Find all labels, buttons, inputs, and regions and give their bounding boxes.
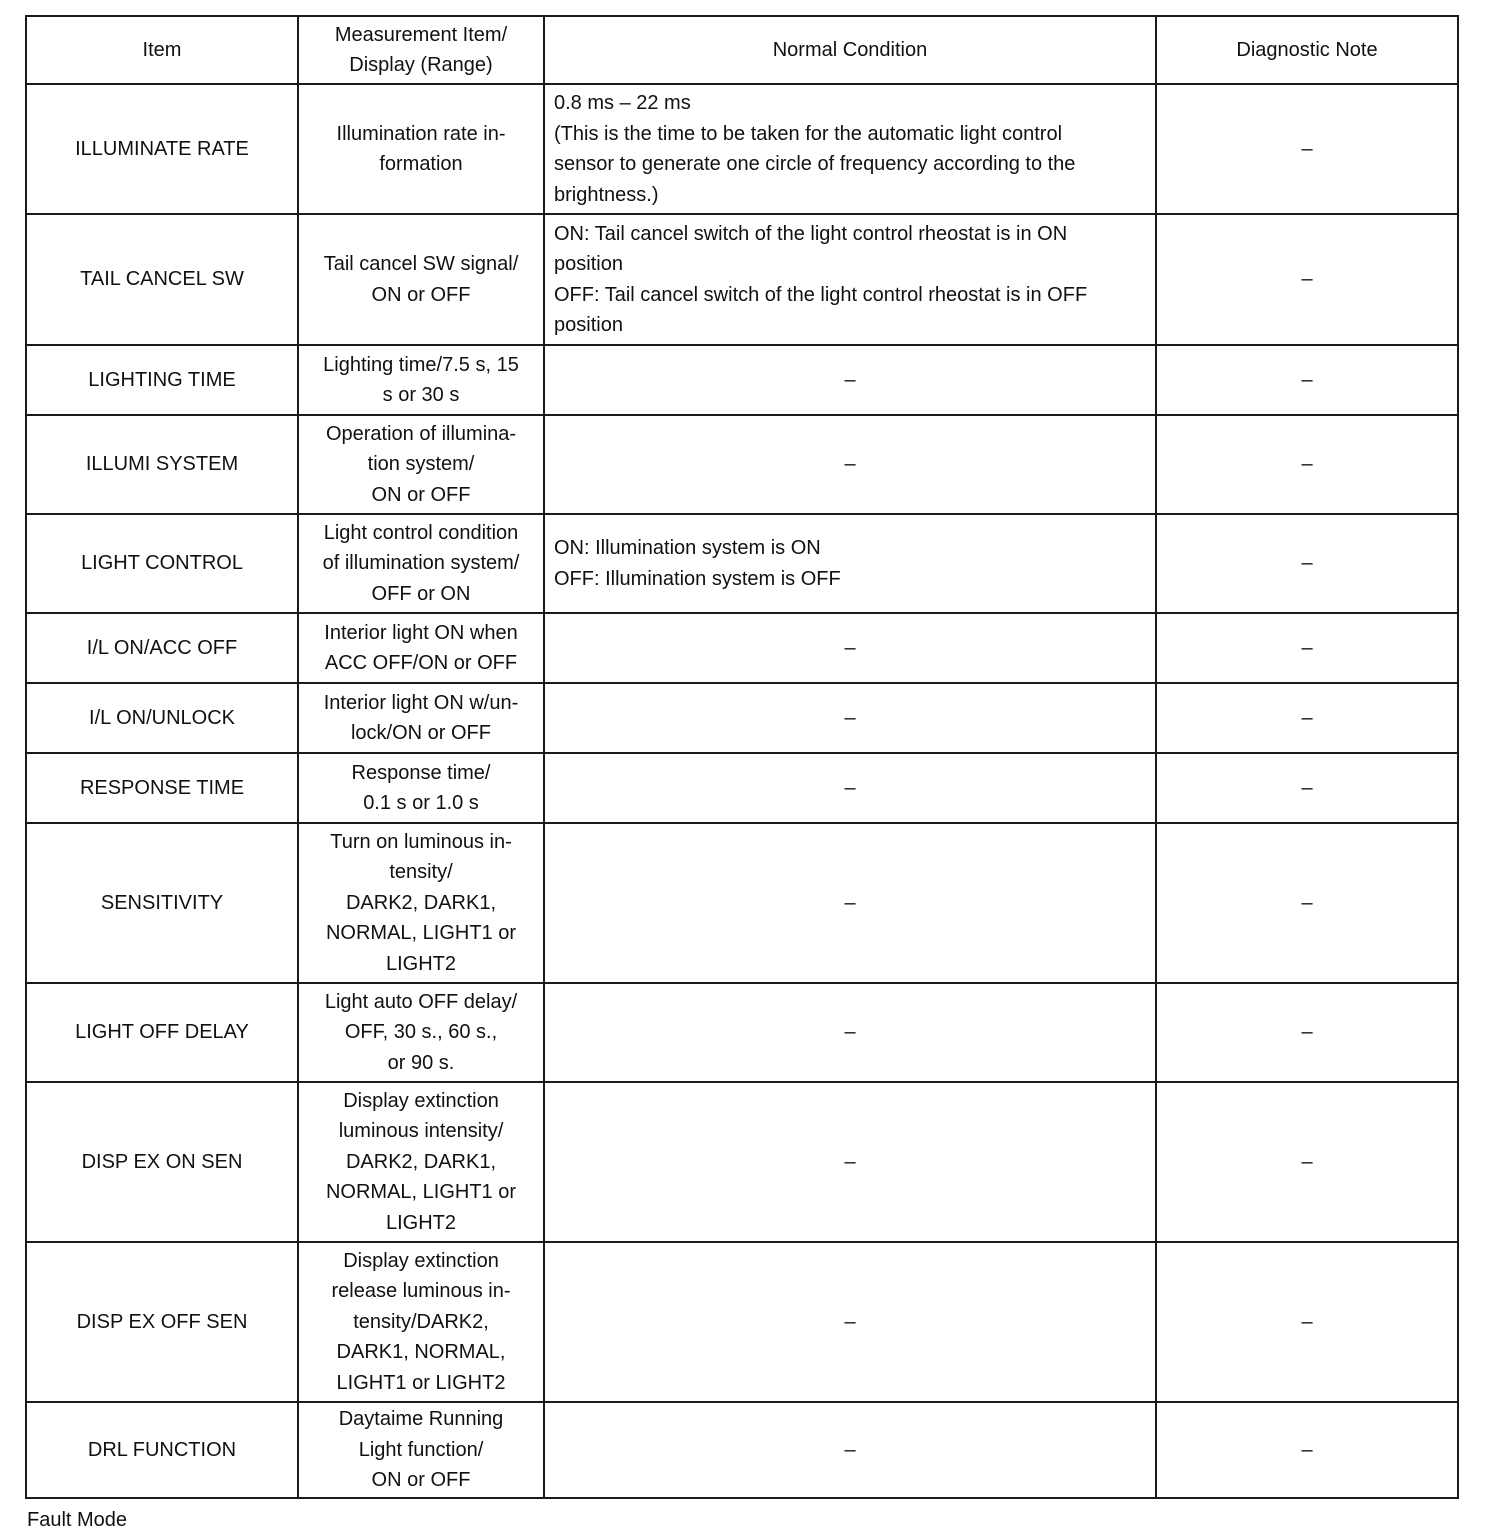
diagnostic-note-cell <box>1156 753 1458 823</box>
item-cell <box>26 84 298 214</box>
cell-line: ON: Illumination system is ON <box>554 537 821 559</box>
measurement-cell <box>298 1242 544 1402</box>
cell-line: – <box>1301 891 1313 914</box>
item-cell <box>26 214 298 345</box>
cell-line: OFF, 30 s., 60 s., <box>344 1021 498 1044</box>
cell-line: Light function/ <box>358 1438 484 1461</box>
diagnostic-note-cell <box>1156 214 1458 345</box>
cell-line: – <box>1301 636 1313 659</box>
measurement-cell <box>298 753 544 823</box>
normal-condition-cell <box>544 983 1156 1082</box>
header-normal-condition <box>544 16 1156 84</box>
diagnostic-note-cell <box>1156 345 1458 415</box>
cell-line: – <box>1301 706 1313 729</box>
cell-line: OFF: Illumination system is OFF <box>554 567 841 590</box>
cell-line: – <box>1301 453 1313 476</box>
cell-line: – <box>1301 1021 1313 1044</box>
measurement-cell <box>298 514 544 613</box>
cell-line: LIGHT OFF DELAY <box>75 1021 249 1044</box>
cell-line: ACC OFF/ON or OFF <box>324 652 518 674</box>
normal-condition-cell <box>544 1242 1156 1402</box>
table-row <box>26 983 1458 1082</box>
cell-line: or 90 s. <box>387 1051 455 1074</box>
item-cell <box>26 1082 298 1242</box>
measurement-cell <box>298 613 544 683</box>
cell-line: Display extinction <box>343 1249 499 1272</box>
normal-condition-cell <box>544 823 1156 983</box>
cell-line: 0.8 ms – 22 ms <box>554 92 691 114</box>
diagnostic-note-cell <box>1156 84 1458 214</box>
cell-line: lock/ON or OFF <box>350 722 491 744</box>
cell-line: NORMAL, LIGHT1 or <box>325 1181 517 1204</box>
cell-line: – <box>844 453 856 476</box>
cell-line: TAIL CANCEL SW <box>80 268 244 291</box>
cell-line: – <box>1301 776 1313 799</box>
cell-line: – <box>1301 1150 1313 1173</box>
cell-line: ILLUMINATE RATE <box>75 137 249 160</box>
cell-line: – <box>844 636 856 659</box>
cell-line: LIGHT2 <box>385 952 457 975</box>
cell-line: ON or OFF <box>371 283 471 306</box>
header-item <box>26 16 298 84</box>
footer-text: Fault Mode <box>27 1509 128 1531</box>
cell-line: s or 30 s <box>382 384 460 406</box>
table-row <box>26 613 1458 683</box>
item-cell <box>26 1242 298 1402</box>
item-cell <box>26 683 298 753</box>
cell-line: NORMAL, LIGHT1 or <box>325 922 517 945</box>
diagnostic-note-cell <box>1156 613 1458 683</box>
table-body <box>26 84 1458 1498</box>
cell-line: Measurement Item/ <box>334 23 508 46</box>
normal-condition-cell <box>544 514 1156 613</box>
cell-line: (This is the time to be taken for the automatic light control <box>554 122 1063 145</box>
cell-line: Lighting time/7.5 s, 15 <box>323 353 519 376</box>
diagnostic-data-table <box>25 15 1459 1499</box>
table-row <box>26 823 1458 983</box>
normal-condition-cell <box>544 1082 1156 1242</box>
cell-line: LIGHTING TIME <box>88 368 236 391</box>
cell-line: RESPONSE TIME <box>79 776 245 799</box>
cell-line: Display extinction <box>343 1089 499 1112</box>
diagnostic-note-cell <box>1156 1402 1458 1498</box>
cell-line: Daytaime Running <box>338 1408 504 1431</box>
cell-line: – <box>844 1438 856 1461</box>
cell-line: DARK2, DARK1, <box>345 891 497 914</box>
header-measurement <box>298 16 544 84</box>
diagnostic-note-cell <box>1156 683 1458 753</box>
cell-line: Tail cancel SW signal/ <box>323 253 519 275</box>
cell-line: DARK1, NORMAL, <box>336 1341 506 1364</box>
cell-line: I/L ON/ACC OFF <box>86 636 238 659</box>
cell-line: of illumination system/ <box>322 552 520 575</box>
cell-line: tensity/ <box>389 861 453 884</box>
cell-line: Normal Condition <box>772 38 928 61</box>
cell-line: ON: Tail cancel switch of the light control rheostat is in ON <box>554 222 1068 245</box>
measurement-cell <box>298 683 544 753</box>
item-cell <box>26 823 298 983</box>
cell-line: SENSITIVITY <box>100 891 224 914</box>
cell-line: – <box>1301 368 1313 391</box>
cell-line: luminous intensity/ <box>338 1120 504 1143</box>
cell-line: release luminous in- <box>331 1280 511 1303</box>
normal-condition-cell <box>544 1402 1156 1498</box>
item-cell <box>26 514 298 613</box>
cell-line: Operation of illumina- <box>325 422 517 445</box>
cell-line: – <box>844 1021 856 1044</box>
measurement-cell <box>298 345 544 415</box>
cell-line: LIGHT2 <box>385 1211 457 1234</box>
cell-line: OFF or ON <box>371 582 471 605</box>
cell-line: Display (Range) <box>349 54 493 76</box>
normal-condition-cell <box>544 84 1156 214</box>
cell-line: sensor to generate one circle of frequency according to the <box>554 153 1076 175</box>
cell-line: – <box>844 706 856 729</box>
item-cell <box>26 415 298 514</box>
cell-line: OFF: Tail cancel switch of the light control rheostat is in OFF <box>554 283 1088 306</box>
table-row <box>26 1402 1458 1498</box>
item-cell <box>26 983 298 1082</box>
cell-line: – <box>1301 552 1313 575</box>
cell-line: I/L ON/UNLOCK <box>89 706 235 729</box>
cell-line: – <box>1301 1438 1313 1461</box>
item-cell <box>26 345 298 415</box>
measurement-cell <box>298 415 544 514</box>
table-row <box>26 683 1458 753</box>
cell-line: position <box>554 253 623 275</box>
cell-line: Diagnostic Note <box>1236 38 1378 61</box>
measurement-cell <box>298 214 544 345</box>
cell-line: Turn on luminous in- <box>330 830 512 853</box>
diagnostic-note-cell <box>1156 415 1458 514</box>
cell-line: tensity/DARK2, <box>353 1310 489 1333</box>
normal-condition-cell <box>544 345 1156 415</box>
cell-line: Illumination rate in- <box>336 122 506 145</box>
header-diagnostic-note <box>1156 16 1458 84</box>
cell-line: – <box>844 891 856 914</box>
cell-line: Light auto OFF delay/ <box>324 990 518 1013</box>
diagnostic-note-cell <box>1156 823 1458 983</box>
cell-line: ILLUMI SYSTEM <box>85 453 239 476</box>
table-row <box>26 753 1458 823</box>
measurement-cell <box>298 823 544 983</box>
table-row <box>26 345 1458 415</box>
cell-line: LIGHT CONTROL <box>81 552 243 575</box>
measurement-cell <box>298 983 544 1082</box>
normal-condition-cell <box>544 613 1156 683</box>
cell-line: – <box>1301 137 1313 160</box>
normal-condition-cell <box>544 214 1156 345</box>
table-row <box>26 1082 1458 1242</box>
cell-line: position <box>554 314 623 336</box>
cell-line: ON or OFF <box>371 483 471 506</box>
table-row <box>26 214 1458 345</box>
table-row <box>26 514 1458 613</box>
cell-line: DRL FUNCTION <box>87 1438 237 1461</box>
cell-line: ON or OFF <box>371 1469 471 1492</box>
diagnostic-note-cell <box>1156 1242 1458 1402</box>
table-row <box>26 1242 1458 1402</box>
measurement-cell <box>298 84 544 214</box>
table-row <box>26 415 1458 514</box>
cell-line: LIGHT1 or LIGHT2 <box>336 1371 506 1394</box>
item-cell <box>26 613 298 683</box>
cell-line: Interior light ON w/un- <box>323 691 519 714</box>
cell-line: Response time/ <box>351 761 491 784</box>
cell-line: formation <box>379 153 463 175</box>
normal-condition-cell <box>544 415 1156 514</box>
item-cell <box>26 1402 298 1498</box>
cell-line: DARK2, DARK1, <box>345 1150 497 1173</box>
cell-line: DISP EX OFF SEN <box>76 1310 248 1333</box>
cell-line: Interior light ON when <box>324 621 518 644</box>
cell-line: – <box>1301 1310 1313 1333</box>
measurement-cell <box>298 1082 544 1242</box>
cell-line: tion system/ <box>367 453 475 476</box>
header-row <box>26 16 1458 84</box>
footer-fragment <box>27 1502 187 1531</box>
measurement-cell <box>298 1402 544 1498</box>
table-row <box>26 84 1458 214</box>
normal-condition-cell <box>544 753 1156 823</box>
cell-line: – <box>844 1310 856 1333</box>
item-cell <box>26 753 298 823</box>
cell-line: – <box>844 368 856 391</box>
diagnostic-note-cell <box>1156 1082 1458 1242</box>
cell-line: 0.1 s or 1.0 s <box>363 792 479 814</box>
cell-line: Light control condition <box>323 521 519 544</box>
cell-line: Item <box>142 38 182 61</box>
cell-line: DISP EX ON SEN <box>81 1150 243 1173</box>
cell-line: – <box>844 1150 856 1173</box>
cell-line: brightness.) <box>554 183 659 206</box>
cell-line: – <box>844 776 856 799</box>
diagnostic-note-cell <box>1156 983 1458 1082</box>
diagnostic-note-cell <box>1156 514 1458 613</box>
normal-condition-cell <box>544 683 1156 753</box>
cell-line: – <box>1301 268 1313 291</box>
